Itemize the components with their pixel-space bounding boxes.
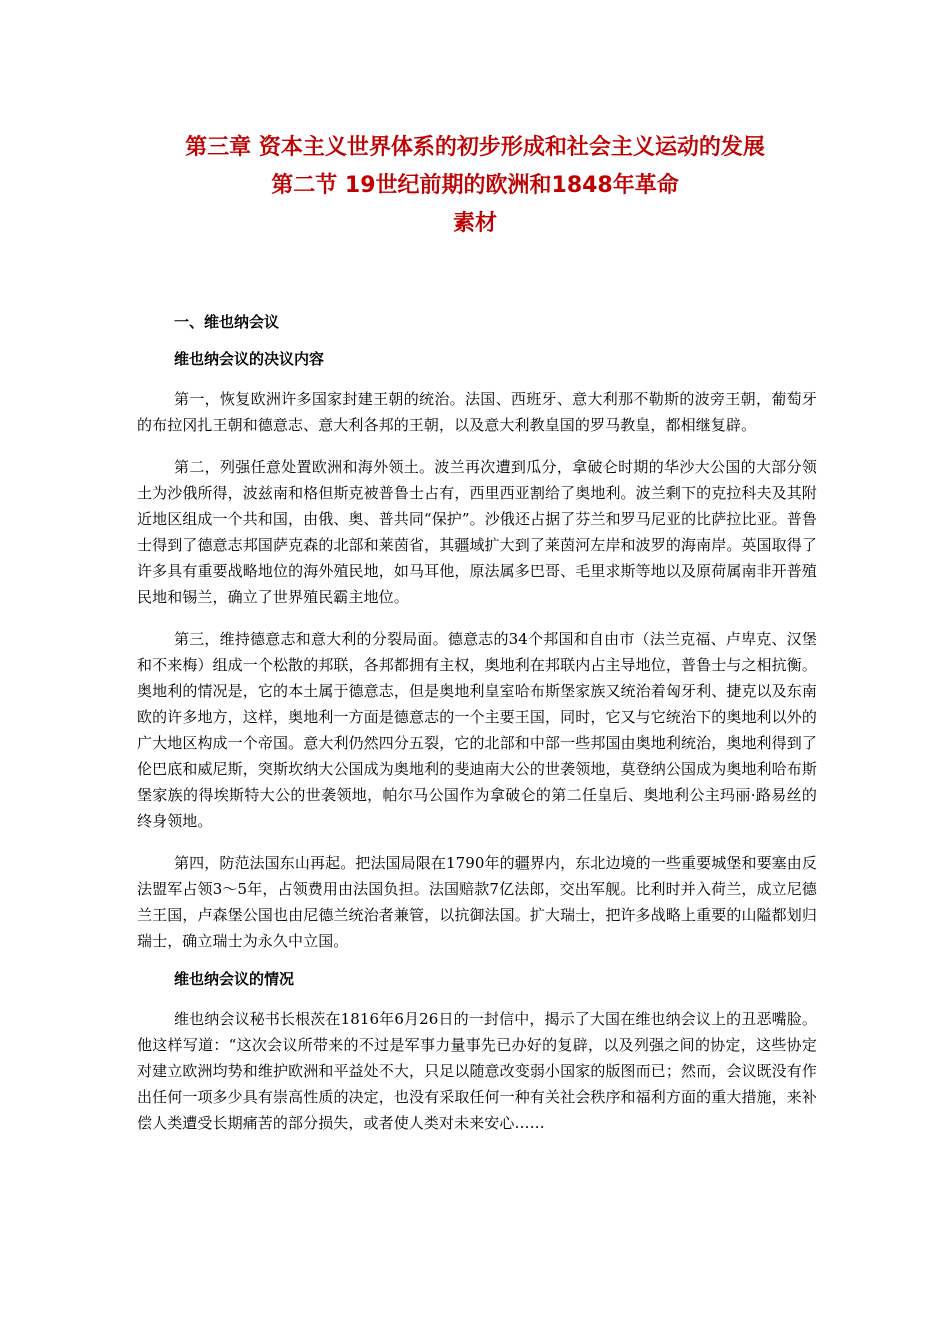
paragraph-third: 第三，维持德意志和意大利的分裂局面。德意志的34个邦国和自由市（法兰克福、卢卑克、汉堡和不来梅）组成一个松散的邦联，各邦都拥有主权，奥地利在邦联内占主导地位，普鲁士与之相抗衡。奥地利的情况是，它的本土属于德意志，但是奥地利皇室哈布斯堡家族又统治着匈牙利、捷克以及东南欧的许多地方，这样，奥地利一方面是德意志的一个主要王国，同时，它又与它统治下的奥地利以外的广大地区构成一个帝国。意大利仍然四分五裂，它的北部和中部一些邦国由奥地利统治，奥地利得到了伦巴底和威尼斯，突斯坎纳大公国成为奥地利的斐迪南大公的世袭领地，莫登纳公国成为奥地利哈布斯堡家族的得埃斯特大公的世袭领地，帕尔马公国作为拿破仑的第二任皇后、奥地利公主玛丽·路易丝的终身领地。 xyxy=(137,630,817,830)
paragraph-first: 第一，恢复欧洲许多国家封建王朝的统治。法国、西班牙、意大利那不勒斯的波旁王朝，葡萄牙的布拉冈扎王朝和德意志、意大利各邦的王朝，以及意大利教皇国的罗马教皇，都相继复辟。 xyxy=(137,390,817,434)
paragraph-fourth: 第四，防范法国东山再起。把法国局限在1790年的疆界内，东北边境的一些重要城堡和要塞由反法盟军占领3～5年，占领费用由法国负担。法国赔款7亿法郎，交出军舰。比利时并入荷兰，成立尼德兰王国，卢森堡公国也由尼德兰统治者兼管，以抗御法国。扩大瑞士，把许多战略上重要的山隘都划归瑞士，确立瑞士为永久中立国。 xyxy=(137,854,817,950)
subheading-situation: 维也纳会议的情况 xyxy=(174,970,295,988)
subheading-resolutions: 维也纳会议的决议内容 xyxy=(174,350,325,368)
section-heading: 一、维也纳会议 xyxy=(174,313,280,331)
material-subtitle: 素材 xyxy=(452,211,497,236)
document-body xyxy=(137,313,817,1136)
paragraph-second: 第二，列强任意处置欧洲和海外领土。波兰再次遭到瓜分，拿破仑时期的华沙大公国的大部分领土为沙俄所得，波兹南和格但斯克被普鲁士占有，西里西亚割给了奥地利。波兰剩下的克拉科夫及其附近地区组成一个共和国，由俄、奥、普共同“保护”。沙俄还占据了芬兰和罗马尼亚的比萨拉比亚。普鲁士得到了德意志邦国萨克森的北部和莱茵省，其疆域扩大到了莱茵河左岸和波罗的海南岸。英国取得了许多具有重要战略地位的海外殖民地，如马耳他，原法属多巴哥、毛里求斯等地以及原荷属南非开普殖民地和锡兰，确立了世界殖民霸主地位。 xyxy=(137,458,817,606)
section-title: 第二节 19世纪前期的欧洲和1848年革命 xyxy=(271,173,679,198)
title-block xyxy=(0,137,950,251)
chapter-title: 第三章 资本主义世界体系的初步形成和社会主义运动的发展 xyxy=(185,135,765,160)
paragraph-gentz-letter: 维也纳会议秘书长根茨在1816年6月26日的一封信中，揭示了大国在维也纳会议上的丑恶嘴脸。他这样写道：“这次会议所带来的不过是军事力量事先已办好的复辟，以及列强之间的协定，这些协定对建立欧洲均势和维护欧洲和平益处不大，只足以随意改变弱小国家的版图而已；然而，会议既没有作出任何一项多少具有崇高性质的决定，也没有采取任何一种有关社会秩序和福利方面的重大措施，来补偿人类遭受长期痛苦的部分损失，或者使人类对未来安心…… xyxy=(137,1010,817,1132)
